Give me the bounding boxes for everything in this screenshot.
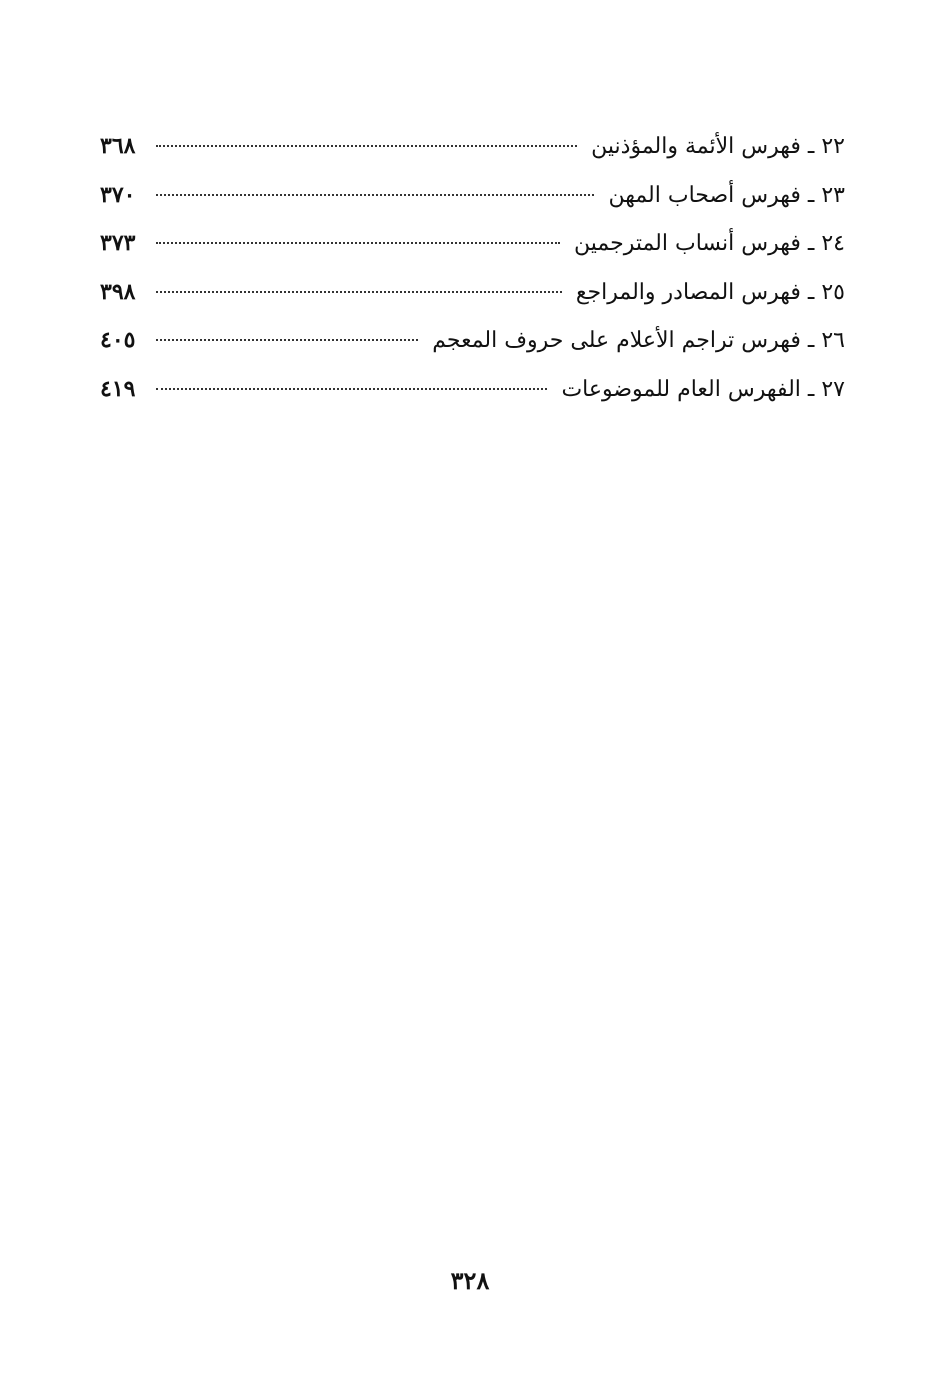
table-of-contents [100,128,845,420]
toc-entry [100,274,845,323]
toc-entry-page: ٤٠٥ [100,327,136,354]
toc-entry [100,371,845,420]
dot-leader [156,194,594,196]
toc-entry-page: ٣٧٠ [100,181,136,208]
dot-leader [156,339,418,341]
toc-entry-page: ٣٧٣ [100,230,136,257]
toc-entry-page: ٤١٩ [100,375,136,402]
page-number: ٣٢٨ [450,1266,490,1295]
toc-entry-page: ٣٩٨ [100,278,136,305]
dot-leader [156,145,577,147]
toc-entry-title: ٢٣ ـ فهرس أصحاب المهن [608,182,845,208]
toc-entry [100,225,845,274]
toc-entry-title: ٢٢ ـ فهرس الأئمة والمؤذنين [591,134,845,159]
toc-entry-title: ٢٦ ـ فهرس تراجم الأعلام على حروف المعجم [432,328,845,354]
toc-entry-page: ٣٦٨ [100,133,136,159]
dot-leader [156,388,547,390]
toc-entry [100,177,845,226]
toc-entry-title: ٢٧ ـ الفهرس العام للموضوعات [561,376,845,402]
dot-leader [156,242,560,244]
toc-entry-title: ٢٤ ـ فهرس أنساب المترجمين [573,231,845,257]
toc-entry [100,128,845,177]
toc-entry-title: ٢٥ ـ فهرس المصادر والمراجع [575,279,845,305]
dot-leader [156,291,562,293]
toc-entry [100,322,845,371]
